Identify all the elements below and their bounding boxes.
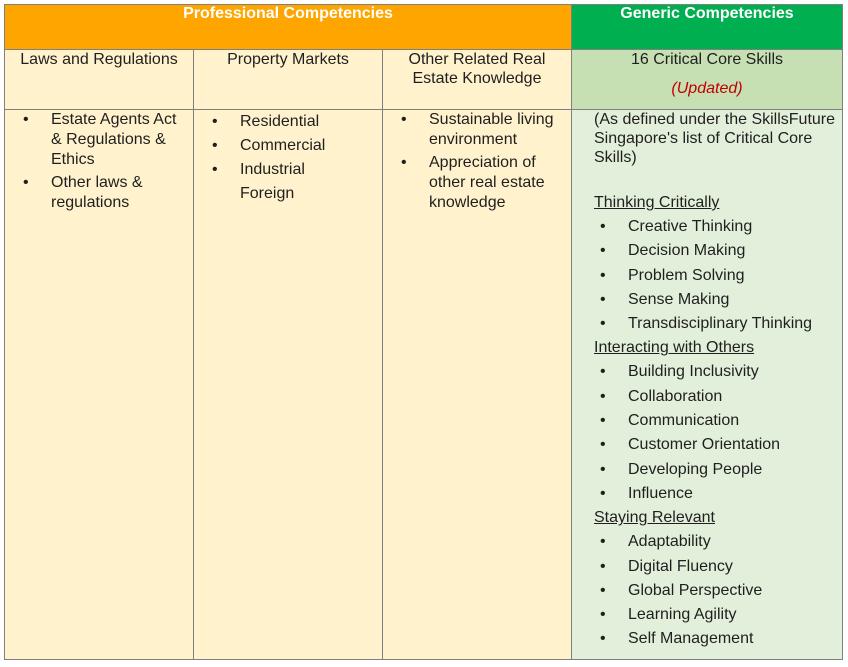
- list-item: • Customer Orientation: [572, 433, 842, 457]
- skills-list-relevant: [572, 530, 842, 651]
- list-item: • Commercial: [194, 134, 382, 158]
- group-title-interacting: Interacting with Others: [594, 339, 755, 357]
- list-item: • Residential: [194, 110, 382, 134]
- list-item: • Estate Agents Act & Regulations & Ethics: [5, 110, 193, 170]
- skills-list-thinking: [572, 215, 842, 336]
- body-row: [5, 110, 843, 660]
- list-item: • Adaptability: [572, 530, 842, 554]
- updated-label: (Updated): [671, 80, 743, 97]
- list-item: • Transdisciplinary Thinking: [572, 312, 842, 336]
- list-item: • Sense Making: [572, 288, 842, 312]
- professional-competencies-header: Professional Competencies: [5, 5, 572, 50]
- group-title-thinking: Thinking Critically: [594, 194, 720, 211]
- list-item: • Creative Thinking: [572, 215, 842, 239]
- core-skills-cell: [572, 110, 843, 660]
- list-item: • Developing People: [572, 458, 842, 482]
- markets-list: [194, 110, 382, 206]
- list-item: • Collaboration: [572, 385, 842, 409]
- group-title-relevant: Staying Relevant: [594, 509, 715, 527]
- list-item: • Decision Making: [572, 239, 842, 263]
- list-item: • Appreciation of other real estate knowledge: [383, 153, 571, 213]
- list-item: • Other laws & regulations: [5, 173, 193, 213]
- list-item: • Sustainable living environment: [383, 110, 571, 150]
- list-item: • Digital Fluency: [572, 555, 842, 579]
- other-knowledge-list: [383, 110, 571, 213]
- group-header-row: [5, 5, 843, 50]
- list-item: • Influence: [572, 482, 842, 506]
- list-item: • Communication: [572, 409, 842, 433]
- list-item: • Building Inclusivity: [572, 360, 842, 384]
- competency-table: [4, 4, 843, 660]
- list-item: • Learning Agility: [572, 603, 842, 627]
- laws-cell: [5, 110, 194, 660]
- other-knowledge-header-line1: Other Related Real: [408, 51, 546, 68]
- laws-header: Laws and Regulations: [5, 50, 194, 110]
- generic-competencies-header: Generic Competencies: [572, 5, 843, 50]
- other-knowledge-cell: [383, 110, 572, 660]
- list-item: Foreign: [240, 185, 295, 202]
- subheader-row: [5, 50, 843, 110]
- core-skills-title: 16 Critical Core Skills: [630, 51, 784, 68]
- other-knowledge-header: [383, 50, 572, 110]
- markets-cell: [194, 110, 383, 660]
- skills-list-interacting: [572, 360, 842, 506]
- list-item: • Problem Solving: [572, 264, 842, 288]
- other-knowledge-header-line2: Estate Knowledge: [412, 70, 542, 87]
- markets-header: Property Markets: [194, 50, 383, 110]
- core-skills-note: (As defined under the SkillsFuture Singapore's list of Critical Core Skills): [594, 111, 836, 166]
- list-item: • Global Perspective: [572, 579, 842, 603]
- list-item: • Industrial: [194, 158, 382, 182]
- core-skills-header: [572, 50, 843, 110]
- list-item: • Self Management: [572, 627, 842, 651]
- laws-list: [5, 110, 193, 213]
